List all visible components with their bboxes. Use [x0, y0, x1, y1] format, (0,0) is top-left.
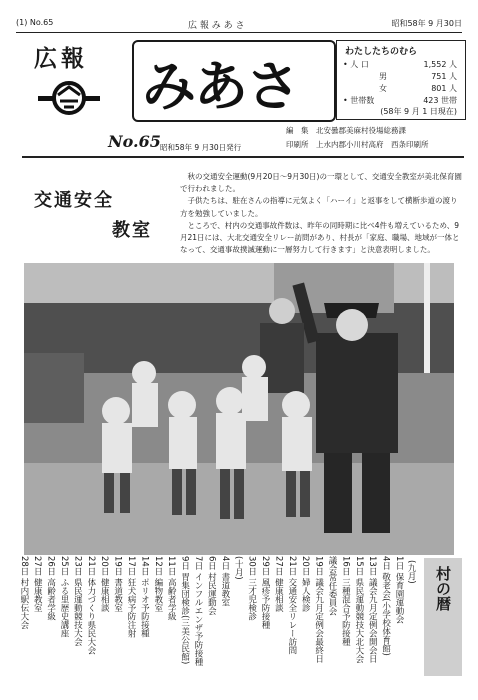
calendar-entry-date: 11日 [166, 556, 177, 576]
calendar-entry [247, 556, 257, 621]
article-photo [24, 263, 454, 555]
calendar-entry-event: 書道教室 [112, 575, 123, 613]
calendar-entry [126, 556, 136, 638]
calendar-entry-event: 敬老会(小学校体育館) [380, 569, 391, 656]
calendar-entry-date: 19日 [112, 556, 123, 576]
calendar-entry [354, 556, 364, 663]
calendar-entry [19, 556, 29, 629]
editor-info [286, 124, 429, 152]
calendar-entry-event: 県民運動競技大北大会 [353, 575, 364, 664]
calendar-entry-event: 議会九月定例会最終日 [313, 575, 324, 664]
calendar-entry-date: 4日 [380, 556, 391, 570]
calendar-entry-date: 15日 [353, 556, 364, 576]
calendar-entry-event: 議会常任委員会 [327, 556, 337, 616]
calendar-entry-event: 交通安全リレー訪問 [286, 575, 297, 655]
calendar-month: (九月) [406, 560, 416, 584]
calendar-entry-date: 20日 [99, 556, 110, 576]
calendar-entry-date: 17日 [126, 556, 136, 576]
top-strip [16, 18, 462, 30]
village-calendar [18, 552, 462, 682]
calendar-entry [139, 556, 149, 638]
calendar-entry-date: 30日 [246, 556, 257, 576]
paper-name: 広 報 み あ さ [188, 21, 245, 31]
calendar-entry [206, 556, 216, 615]
calendar-entry [327, 556, 337, 616]
calendar-entry-date: 25日 [59, 556, 69, 576]
calendar-entry-event: 編物教室 [152, 575, 163, 613]
calendar-entry-date: 12日 [152, 556, 163, 576]
village-emblem-icon [38, 78, 100, 120]
article-paragraph: 秋の交通安全運動(9月20日〜9月30日)の一環として、交通安全教室が美北保育園で行われました。 [180, 172, 462, 194]
top-rule [16, 32, 462, 33]
calendar-entry-event: 狂犬病予防注射 [126, 575, 136, 638]
calendar-entry [99, 556, 109, 612]
calendar-entry-event: 保育園運動会 [394, 569, 404, 624]
stats-as-of: (58年 9 月 1 日現在) [380, 107, 457, 116]
issue-ref: (1) No.65 [16, 18, 54, 27]
masthead-title: みあさ [142, 55, 298, 118]
calendar-entry-event: 村民運動会 [206, 569, 217, 616]
calendar-entry [153, 556, 163, 612]
stats-heading: わたしたちのむら [345, 47, 418, 57]
calendar-entry-event: 議会九月定例会開会日 [367, 575, 378, 664]
calendar-entry-date: 7日 [193, 556, 203, 570]
article-headline-1: 交通安全 [34, 190, 114, 211]
calendar-entry-date: 21日 [85, 556, 96, 576]
calendar-entry-date: (十月) [233, 556, 244, 580]
calendar-entry [314, 556, 324, 663]
calendar-entry-event: ふる里歴史講座 [59, 575, 69, 638]
calendar-entry-event: 胃集団検診(三美公民館) [179, 569, 190, 665]
calendar-entry-event: 三才児検診 [246, 575, 257, 621]
calendar-entry-event: 三種混合予防接種 [340, 575, 351, 647]
calendar-entry-date: 27日 [273, 556, 284, 576]
calendar-entry [300, 556, 310, 612]
calendar-entry-event: 健康教室 [32, 575, 43, 613]
calendar-entry [113, 556, 123, 612]
calendar-entry-event: 県民運動競技大会 [72, 575, 83, 647]
population-label: • 人 口 [343, 60, 369, 69]
population-stats [336, 40, 466, 120]
male-value: 751 人 [431, 72, 457, 81]
calendar-entry-date: 29日 [260, 556, 270, 576]
masthead-left [28, 40, 118, 125]
population-value: 1,552 人 [423, 60, 457, 69]
calendar-entry-event: 高齢者学級 [166, 575, 177, 621]
calendar-entry [233, 556, 243, 580]
calendar-entry-event: 高齢者学級 [45, 575, 56, 621]
female-value: 801 人 [431, 84, 457, 93]
issue-date: 昭和58年 9 月30日発行 [160, 143, 242, 152]
calendar-entry [260, 556, 270, 629]
calendar-entry-event: インフルエンザ予防接種 [193, 569, 203, 667]
calendar-entry-date: 26日 [45, 556, 56, 576]
editor-label: 編 集 [286, 126, 309, 135]
calendar-entry [287, 556, 297, 655]
calendar-entry-event: 健康相談 [99, 575, 110, 613]
calendar-entry-date: 20日 [300, 556, 311, 576]
printer-label: 印刷所 [286, 140, 309, 149]
calendar-entry-date: 1日 [394, 556, 404, 570]
calendar-entry-event: ポリオ予防接種 [139, 575, 150, 638]
article-headline-2: 教室 [112, 220, 152, 241]
calendar-entry-date: 27日 [32, 556, 43, 576]
calendar-entry-date: 4日 [219, 556, 230, 570]
calendar-entry [59, 556, 69, 638]
kouhou-title: 広報 [34, 45, 88, 72]
issue-number: No.65 [108, 132, 161, 151]
calendar-entry-date: 16日 [340, 556, 351, 576]
article-paragraph: 子供たちは、駐在さんの指導に元気よく「ハーイ」と返事をして横断歩道の渡り方を勉強していました。 [180, 196, 458, 218]
calendar-entry [46, 556, 56, 621]
calendar-entry-event: 健康相談 [273, 575, 284, 613]
calendar-entry [367, 556, 377, 663]
date-ref: 昭和58年 9 月30日 [391, 19, 462, 28]
calendar-entry [193, 556, 203, 666]
calendar-entry-event: 体力づくり県民大会 [85, 575, 96, 655]
photo-illustration [24, 263, 454, 555]
calendar-title: 村の暦 [434, 566, 452, 611]
calendar-entry [180, 556, 190, 664]
calendar-entry-event: 風疹予防接種 [260, 575, 270, 630]
masthead-rule [22, 156, 464, 158]
printer-value: 上水内郡小川村高府 西条印刷所 [316, 140, 429, 149]
article-paragraph: ところで、村内の交通事故件数は、昨年の同時期に比べ4件も増えているため、9月21日には、大北交通安全リレー訪問があり、村長が「家庭、職場、地域が一体となって、交通事故撲滅運動に一層努力して行きます」と決意表明しました。 [180, 220, 460, 255]
calendar-entry-date: 19日 [313, 556, 324, 576]
female-label: 女 [379, 84, 387, 93]
calendar-title-box [424, 558, 462, 676]
calendar-entry-event: 書道教室 [219, 569, 230, 607]
calendar-entry [340, 556, 350, 646]
calendar-entry [86, 556, 96, 655]
article-body [180, 171, 464, 256]
calendar-entry-date: 6日 [206, 556, 217, 570]
calendar-entry-date: 14日 [139, 556, 150, 576]
households-value: 423 世帯 [423, 96, 457, 105]
calendar-entry [166, 556, 176, 621]
calendar-entry-date: 28日 [18, 556, 29, 576]
calendar-entry [381, 556, 391, 656]
male-label: 男 [379, 72, 387, 81]
calendar-entry-event: 村内駅伝大会 [18, 575, 29, 630]
households-label: • 世帯数 [343, 96, 375, 105]
calendar-entry [220, 556, 230, 607]
calendar-entry [394, 556, 404, 624]
calendar-entry-date: 13日 [367, 556, 378, 576]
calendar-entry-date: 9日 [179, 556, 190, 570]
calendar-entry [72, 556, 82, 646]
calendar-entry-date: 23日 [72, 556, 83, 576]
calendar-entry [32, 556, 42, 612]
calendar-entry-event: 婦人検診 [300, 575, 311, 613]
calendar-entry-date: 21日 [286, 556, 297, 576]
editor-value: 北安曇郡美麻村役場総務課 [316, 126, 406, 135]
calendar-entry [273, 556, 283, 612]
title-box [132, 40, 336, 122]
